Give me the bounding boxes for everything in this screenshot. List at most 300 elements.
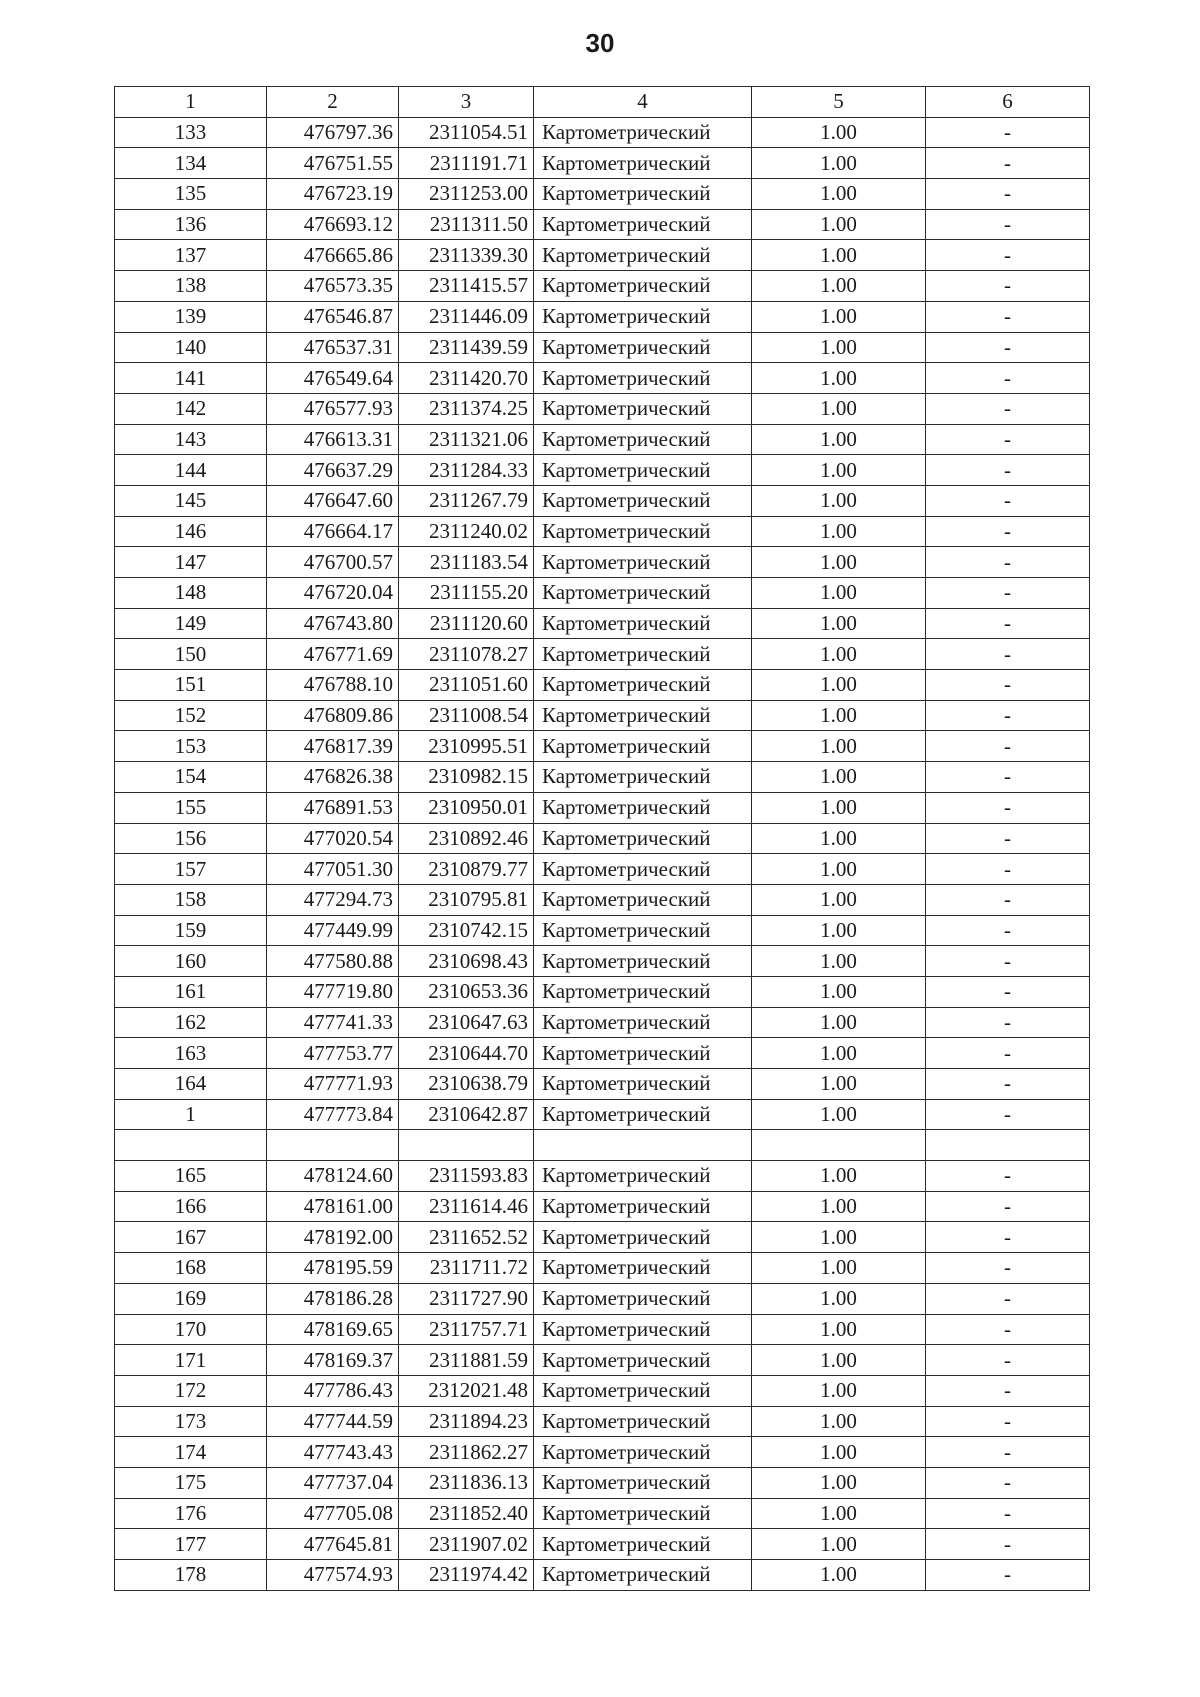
table-row <box>115 1038 1090 1069</box>
accuracy-cell: 1.00 <box>752 1406 926 1437</box>
x-coordinate-cell: 477743.43 <box>267 1437 399 1468</box>
table-row <box>115 455 1090 486</box>
point-number-cell: 157 <box>115 854 267 885</box>
accuracy-cell: 1.00 <box>752 700 926 731</box>
table-row <box>115 547 1090 578</box>
table-row <box>115 946 1090 977</box>
table-row <box>115 1007 1090 1038</box>
y-coordinate-cell: 2311054.51 <box>399 117 534 148</box>
method-cell: Картометрический <box>534 762 752 793</box>
accuracy-cell: 1.00 <box>752 854 926 885</box>
column-header: 5 <box>752 87 926 118</box>
x-coordinate-cell: 476549.64 <box>267 363 399 394</box>
point-number-cell: 158 <box>115 884 267 915</box>
point-number-cell: 148 <box>115 578 267 609</box>
y-coordinate-cell: 2311862.27 <box>399 1437 534 1468</box>
method-cell: Картометрический <box>534 1007 752 1038</box>
note-cell: - <box>926 700 1090 731</box>
y-coordinate-cell: 2310638.79 <box>399 1069 534 1100</box>
accuracy-cell: 1.00 <box>752 1467 926 1498</box>
x-coordinate-cell: 476788.10 <box>267 670 399 701</box>
note-cell: - <box>926 1007 1090 1038</box>
x-coordinate-cell: 477737.04 <box>267 1467 399 1498</box>
x-coordinate-cell: 476546.87 <box>267 301 399 332</box>
x-coordinate-cell: 477294.73 <box>267 884 399 915</box>
header-row <box>115 87 1090 118</box>
x-coordinate-cell: 476751.55 <box>267 148 399 179</box>
table-row <box>115 179 1090 210</box>
accuracy-cell: 1.00 <box>752 363 926 394</box>
accuracy-cell: 1.00 <box>752 823 926 854</box>
y-coordinate-cell: 2310795.81 <box>399 884 534 915</box>
method-cell: Картометрический <box>534 1038 752 1069</box>
point-number-cell: 161 <box>115 976 267 1007</box>
point-number-cell: 138 <box>115 271 267 302</box>
y-coordinate-cell: 2311415.57 <box>399 271 534 302</box>
y-coordinate-cell: 2311757.71 <box>399 1314 534 1345</box>
y-coordinate-cell: 2311852.40 <box>399 1498 534 1529</box>
point-number-cell: 150 <box>115 639 267 670</box>
method-cell: Картометрический <box>534 332 752 363</box>
table-row <box>115 915 1090 946</box>
y-coordinate-cell: 2310653.36 <box>399 976 534 1007</box>
accuracy-cell: 1.00 <box>752 424 926 455</box>
table-row <box>115 1467 1090 1498</box>
y-coordinate-cell: 2311191.71 <box>399 148 534 179</box>
x-coordinate-cell: 478192.00 <box>267 1222 399 1253</box>
point-number-cell: 137 <box>115 240 267 271</box>
method-cell: Картометрический <box>534 1345 752 1376</box>
accuracy-cell: 1.00 <box>752 485 926 516</box>
y-coordinate-cell: 2311836.13 <box>399 1467 534 1498</box>
method-cell: Картометрический <box>534 1560 752 1591</box>
accuracy-cell: 1.00 <box>752 1191 926 1222</box>
table-row <box>115 670 1090 701</box>
note-cell: - <box>926 117 1090 148</box>
note-cell: - <box>926 1253 1090 1284</box>
point-number-cell: 141 <box>115 363 267 394</box>
point-number-cell: 171 <box>115 1345 267 1376</box>
table-row <box>115 1191 1090 1222</box>
table-row <box>115 1069 1090 1100</box>
method-cell: Картометрический <box>534 516 752 547</box>
table-row <box>115 209 1090 240</box>
note-cell: - <box>926 823 1090 854</box>
accuracy-cell: 1.00 <box>752 547 926 578</box>
method-cell: Картометрический <box>534 301 752 332</box>
page-number: 30 <box>585 28 615 58</box>
accuracy-cell <box>752 1130 926 1161</box>
y-coordinate-cell: 2310982.15 <box>399 762 534 793</box>
note-cell: - <box>926 240 1090 271</box>
y-coordinate-cell: 2311339.30 <box>399 240 534 271</box>
method-cell: Картометрический <box>534 1467 752 1498</box>
table-row <box>115 792 1090 823</box>
point-number-cell: 153 <box>115 731 267 762</box>
y-coordinate-cell: 2310950.01 <box>399 792 534 823</box>
y-coordinate-cell: 2311881.59 <box>399 1345 534 1376</box>
method-cell: Картометрический <box>534 915 752 946</box>
note-cell: - <box>926 393 1090 424</box>
accuracy-cell: 1.00 <box>752 578 926 609</box>
y-coordinate-cell: 2311321.06 <box>399 424 534 455</box>
method-cell: Картометрический <box>534 148 752 179</box>
x-coordinate-cell: 477051.30 <box>267 854 399 885</box>
accuracy-cell: 1.00 <box>752 1498 926 1529</box>
coordinates-table <box>114 86 1090 1591</box>
note-cell: - <box>926 578 1090 609</box>
method-cell: Картометрический <box>534 976 752 1007</box>
point-number-cell: 146 <box>115 516 267 547</box>
point-number-cell: 162 <box>115 1007 267 1038</box>
y-coordinate-cell: 2311120.60 <box>399 608 534 639</box>
y-coordinate-cell: 2311155.20 <box>399 578 534 609</box>
table-row <box>115 393 1090 424</box>
y-coordinate-cell: 2311008.54 <box>399 700 534 731</box>
x-coordinate-cell <box>267 1130 399 1161</box>
x-coordinate-cell: 476700.57 <box>267 547 399 578</box>
note-cell: - <box>926 854 1090 885</box>
y-coordinate-cell: 2311078.27 <box>399 639 534 670</box>
note-cell: - <box>926 1222 1090 1253</box>
point-number-cell: 154 <box>115 762 267 793</box>
accuracy-cell: 1.00 <box>752 946 926 977</box>
method-cell: Картометрический <box>534 485 752 516</box>
note-cell: - <box>926 976 1090 1007</box>
accuracy-cell: 1.00 <box>752 762 926 793</box>
note-cell: - <box>926 271 1090 302</box>
point-number-cell: 147 <box>115 547 267 578</box>
accuracy-cell: 1.00 <box>752 1529 926 1560</box>
point-number-cell: 145 <box>115 485 267 516</box>
point-number-cell: 133 <box>115 117 267 148</box>
table-row <box>115 700 1090 731</box>
table-row <box>115 1283 1090 1314</box>
method-cell <box>534 1130 752 1161</box>
accuracy-cell: 1.00 <box>752 915 926 946</box>
table-row <box>115 608 1090 639</box>
point-number-cell: 140 <box>115 332 267 363</box>
point-number-cell: 136 <box>115 209 267 240</box>
y-coordinate-cell: 2311727.90 <box>399 1283 534 1314</box>
point-number-cell: 163 <box>115 1038 267 1069</box>
point-number-cell: 172 <box>115 1375 267 1406</box>
method-cell: Картометрический <box>534 363 752 394</box>
note-cell: - <box>926 731 1090 762</box>
x-coordinate-cell: 476723.19 <box>267 179 399 210</box>
x-coordinate-cell: 477580.88 <box>267 946 399 977</box>
method-cell: Картометрический <box>534 1314 752 1345</box>
point-number-cell: 143 <box>115 424 267 455</box>
point-number-cell: 173 <box>115 1406 267 1437</box>
table-row <box>115 301 1090 332</box>
accuracy-cell: 1.00 <box>752 148 926 179</box>
x-coordinate-cell: 476797.36 <box>267 117 399 148</box>
x-coordinate-cell: 476647.60 <box>267 485 399 516</box>
column-header: 4 <box>534 87 752 118</box>
note-cell: - <box>926 1375 1090 1406</box>
note-cell: - <box>926 1069 1090 1100</box>
table-row <box>115 1130 1090 1161</box>
table-row <box>115 1375 1090 1406</box>
note-cell: - <box>926 332 1090 363</box>
point-number-cell: 167 <box>115 1222 267 1253</box>
point-number-cell: 1 <box>115 1099 267 1130</box>
y-coordinate-cell: 2310647.63 <box>399 1007 534 1038</box>
y-coordinate-cell: 2311907.02 <box>399 1529 534 1560</box>
accuracy-cell: 1.00 <box>752 1560 926 1591</box>
accuracy-cell: 1.00 <box>752 1437 926 1468</box>
accuracy-cell: 1.00 <box>752 455 926 486</box>
y-coordinate-cell: 2311446.09 <box>399 301 534 332</box>
method-cell: Картометрический <box>534 854 752 885</box>
y-coordinate-cell: 2311974.42 <box>399 1560 534 1591</box>
table-row <box>115 1406 1090 1437</box>
accuracy-cell: 1.00 <box>752 117 926 148</box>
accuracy-cell: 1.00 <box>752 209 926 240</box>
x-coordinate-cell: 476613.31 <box>267 424 399 455</box>
column-header: 3 <box>399 87 534 118</box>
method-cell: Картометрический <box>534 1437 752 1468</box>
method-cell: Картометрический <box>534 455 752 486</box>
y-coordinate-cell: 2310742.15 <box>399 915 534 946</box>
point-number-cell: 135 <box>115 179 267 210</box>
column-header: 6 <box>926 87 1090 118</box>
point-number-cell: 175 <box>115 1467 267 1498</box>
point-number-cell: 139 <box>115 301 267 332</box>
table-row <box>115 363 1090 394</box>
x-coordinate-cell: 476743.80 <box>267 608 399 639</box>
table-row <box>115 271 1090 302</box>
table-row <box>115 1222 1090 1253</box>
note-cell: - <box>926 424 1090 455</box>
note-cell <box>926 1130 1090 1161</box>
y-coordinate-cell: 2311711.72 <box>399 1253 534 1284</box>
y-coordinate-cell: 2311894.23 <box>399 1406 534 1437</box>
method-cell: Картометрический <box>534 731 752 762</box>
y-coordinate-cell: 2311240.02 <box>399 516 534 547</box>
x-coordinate-cell: 477773.84 <box>267 1099 399 1130</box>
table-row <box>115 1314 1090 1345</box>
note-cell: - <box>926 301 1090 332</box>
table-row <box>115 1529 1090 1560</box>
y-coordinate-cell: 2311420.70 <box>399 363 534 394</box>
method-cell: Картометрический <box>534 639 752 670</box>
accuracy-cell: 1.00 <box>752 792 926 823</box>
x-coordinate-cell: 478161.00 <box>267 1191 399 1222</box>
note-cell: - <box>926 1099 1090 1130</box>
x-coordinate-cell: 477786.43 <box>267 1375 399 1406</box>
accuracy-cell: 1.00 <box>752 332 926 363</box>
accuracy-cell: 1.00 <box>752 731 926 762</box>
table-row <box>115 854 1090 885</box>
point-number-cell: 164 <box>115 1069 267 1100</box>
point-number-cell: 156 <box>115 823 267 854</box>
method-cell: Картометрический <box>534 1375 752 1406</box>
method-cell: Картометрический <box>534 179 752 210</box>
table-row <box>115 332 1090 363</box>
note-cell: - <box>926 884 1090 915</box>
accuracy-cell: 1.00 <box>752 1222 926 1253</box>
x-coordinate-cell: 476693.12 <box>267 209 399 240</box>
table-row <box>115 639 1090 670</box>
method-cell: Картометрический <box>534 884 752 915</box>
y-coordinate-cell: 2310879.77 <box>399 854 534 885</box>
method-cell: Картометрический <box>534 608 752 639</box>
accuracy-cell: 1.00 <box>752 516 926 547</box>
accuracy-cell: 1.00 <box>752 1314 926 1345</box>
accuracy-cell: 1.00 <box>752 1038 926 1069</box>
x-coordinate-cell: 477645.81 <box>267 1529 399 1560</box>
accuracy-cell: 1.00 <box>752 301 926 332</box>
x-coordinate-cell: 476573.35 <box>267 271 399 302</box>
method-cell: Картометрический <box>534 1222 752 1253</box>
x-coordinate-cell: 478124.60 <box>267 1161 399 1192</box>
table-row <box>115 762 1090 793</box>
note-cell: - <box>926 1467 1090 1498</box>
accuracy-cell: 1.00 <box>752 976 926 1007</box>
table-row <box>115 884 1090 915</box>
note-cell: - <box>926 915 1090 946</box>
method-cell: Картометрический <box>534 578 752 609</box>
x-coordinate-cell: 476577.93 <box>267 393 399 424</box>
accuracy-cell: 1.00 <box>752 1007 926 1038</box>
note-cell: - <box>926 1283 1090 1314</box>
point-number-cell: 165 <box>115 1161 267 1192</box>
note-cell: - <box>926 1038 1090 1069</box>
table-row <box>115 117 1090 148</box>
x-coordinate-cell: 476771.69 <box>267 639 399 670</box>
x-coordinate-cell: 477020.54 <box>267 823 399 854</box>
point-number-cell: 176 <box>115 1498 267 1529</box>
point-number-cell: 174 <box>115 1437 267 1468</box>
accuracy-cell: 1.00 <box>752 1253 926 1284</box>
method-cell: Картометрический <box>534 209 752 240</box>
y-coordinate-cell: 2311253.00 <box>399 179 534 210</box>
method-cell: Картометрический <box>534 240 752 271</box>
y-coordinate-cell: 2311267.79 <box>399 485 534 516</box>
x-coordinate-cell: 477719.80 <box>267 976 399 1007</box>
x-coordinate-cell: 476637.29 <box>267 455 399 486</box>
x-coordinate-cell: 476537.31 <box>267 332 399 363</box>
note-cell: - <box>926 179 1090 210</box>
note-cell: - <box>926 1560 1090 1591</box>
y-coordinate-cell: 2311652.52 <box>399 1222 534 1253</box>
method-cell: Картометрический <box>534 1099 752 1130</box>
point-number-cell: 134 <box>115 148 267 179</box>
point-number-cell: 169 <box>115 1283 267 1314</box>
y-coordinate-cell: 2310644.70 <box>399 1038 534 1069</box>
y-coordinate-cell: 2311593.83 <box>399 1161 534 1192</box>
point-number-cell: 149 <box>115 608 267 639</box>
point-number-cell: 168 <box>115 1253 267 1284</box>
point-number-cell: 178 <box>115 1560 267 1591</box>
x-coordinate-cell: 477449.99 <box>267 915 399 946</box>
note-cell: - <box>926 485 1090 516</box>
accuracy-cell: 1.00 <box>752 1345 926 1376</box>
table-row <box>115 516 1090 547</box>
y-coordinate-cell: 2310995.51 <box>399 731 534 762</box>
note-cell: - <box>926 1498 1090 1529</box>
y-coordinate-cell: 2311311.50 <box>399 209 534 240</box>
accuracy-cell: 1.00 <box>752 608 926 639</box>
y-coordinate-cell: 2311614.46 <box>399 1191 534 1222</box>
x-coordinate-cell: 476826.38 <box>267 762 399 793</box>
note-cell: - <box>926 148 1090 179</box>
accuracy-cell: 1.00 <box>752 884 926 915</box>
method-cell: Картометрический <box>534 946 752 977</box>
method-cell: Картометрический <box>534 670 752 701</box>
note-cell: - <box>926 363 1090 394</box>
method-cell: Картометрический <box>534 1253 752 1284</box>
table-row <box>115 240 1090 271</box>
x-coordinate-cell: 478169.65 <box>267 1314 399 1345</box>
accuracy-cell: 1.00 <box>752 639 926 670</box>
point-number-cell: 152 <box>115 700 267 731</box>
table-row <box>115 1498 1090 1529</box>
note-cell: - <box>926 792 1090 823</box>
table-row <box>115 823 1090 854</box>
y-coordinate-cell: 2310642.87 <box>399 1099 534 1130</box>
table-body <box>115 117 1090 1590</box>
y-coordinate-cell: 2311374.25 <box>399 393 534 424</box>
x-coordinate-cell: 476664.17 <box>267 516 399 547</box>
method-cell: Картометрический <box>534 1498 752 1529</box>
x-coordinate-cell: 478169.37 <box>267 1345 399 1376</box>
x-coordinate-cell: 477705.08 <box>267 1498 399 1529</box>
note-cell: - <box>926 1314 1090 1345</box>
method-cell: Картометрический <box>534 271 752 302</box>
table-row <box>115 1161 1090 1192</box>
note-cell: - <box>926 1345 1090 1376</box>
accuracy-cell: 1.00 <box>752 240 926 271</box>
note-cell: - <box>926 547 1090 578</box>
x-coordinate-cell: 476720.04 <box>267 578 399 609</box>
x-coordinate-cell: 477753.77 <box>267 1038 399 1069</box>
table-row <box>115 1099 1090 1130</box>
note-cell: - <box>926 608 1090 639</box>
accuracy-cell: 1.00 <box>752 271 926 302</box>
y-coordinate-cell: 2311051.60 <box>399 670 534 701</box>
method-cell: Картометрический <box>534 1406 752 1437</box>
note-cell: - <box>926 209 1090 240</box>
x-coordinate-cell: 476665.86 <box>267 240 399 271</box>
note-cell: - <box>926 946 1090 977</box>
y-coordinate-cell: 2311284.33 <box>399 455 534 486</box>
note-cell: - <box>926 1529 1090 1560</box>
table-row <box>115 148 1090 179</box>
point-number-cell: 177 <box>115 1529 267 1560</box>
method-cell: Картометрический <box>534 1161 752 1192</box>
accuracy-cell: 1.00 <box>752 1161 926 1192</box>
method-cell: Картометрический <box>534 1069 752 1100</box>
table-row <box>115 1560 1090 1591</box>
x-coordinate-cell: 476817.39 <box>267 731 399 762</box>
note-cell: - <box>926 1437 1090 1468</box>
y-coordinate-cell: 2310892.46 <box>399 823 534 854</box>
point-number-cell: 159 <box>115 915 267 946</box>
point-number-cell <box>115 1130 267 1161</box>
column-header: 2 <box>267 87 399 118</box>
column-header: 1 <box>115 87 267 118</box>
method-cell: Картометрический <box>534 393 752 424</box>
table-row <box>115 731 1090 762</box>
y-coordinate-cell: 2311439.59 <box>399 332 534 363</box>
point-number-cell: 151 <box>115 670 267 701</box>
note-cell: - <box>926 455 1090 486</box>
accuracy-cell: 1.00 <box>752 1069 926 1100</box>
point-number-cell: 142 <box>115 393 267 424</box>
